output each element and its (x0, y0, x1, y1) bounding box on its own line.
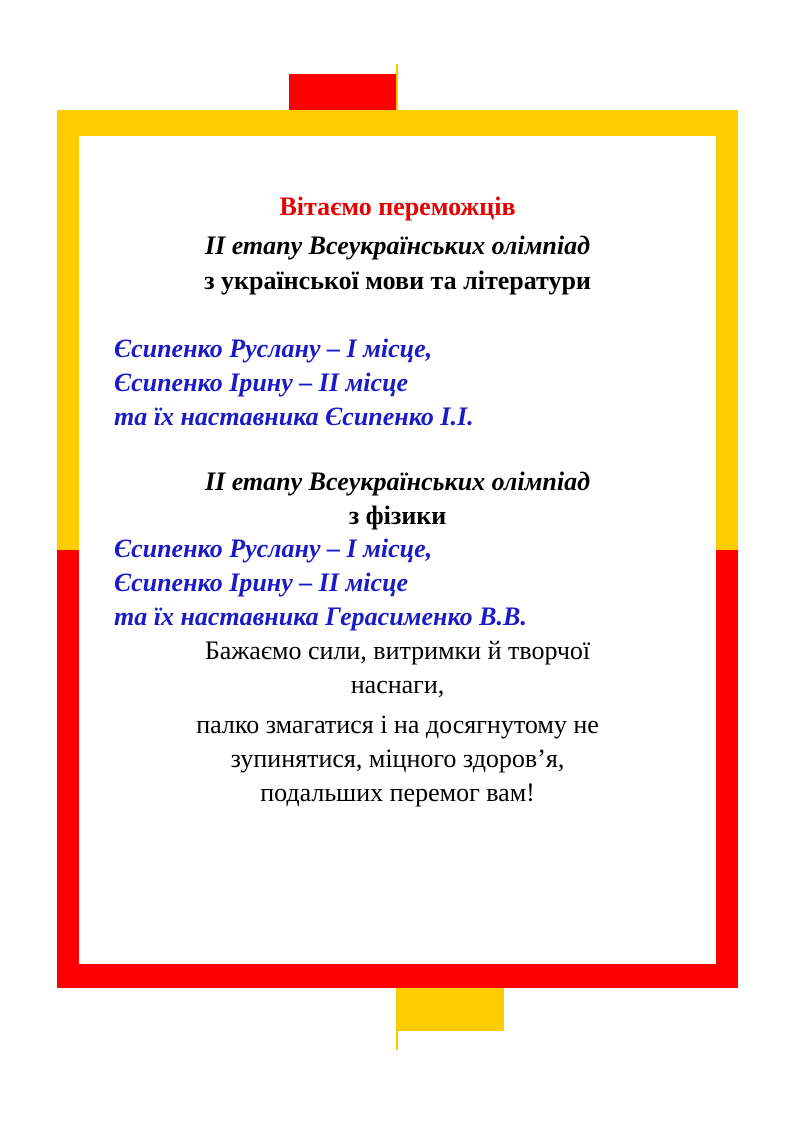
section2-mentor: та їх наставника Герасименко В.В. (114, 602, 527, 631)
section1-winner-2: Єсипенко Ірину – ІІ місце (114, 368, 409, 397)
bottom-yellow-tick (396, 988, 398, 1050)
section2-subject: з фізики (348, 501, 447, 530)
section2-winner-1: Єсипенко Руслану – І місце, (114, 534, 433, 563)
page-heading: Вітаємо переможців (279, 192, 516, 221)
section1-stage: ІІ етапу Всеукраїнських олімпіад (205, 231, 590, 260)
section1-subject: з української мови та літератури (204, 266, 591, 295)
section1-mentor: та їх наставника Єсипенко І.І. (114, 402, 474, 431)
wish-line-5: подальших перемог вам! (260, 778, 535, 807)
bottom-yellow-tab (397, 988, 504, 1031)
wish-line-4: зупинятися, міцного здоров’я, (230, 744, 565, 773)
top-yellow-tick (396, 64, 398, 110)
section1-winner-1: Єсипенко Руслану – І місце, (114, 334, 433, 363)
top-red-tab (289, 74, 396, 110)
wish-line-3: палко змагатися і на досягнутому не (196, 710, 599, 739)
section2-stage: ІІ етапу Всеукраїнських олімпіад (205, 467, 590, 496)
wish-line-1: Бажаємо сили, витримки й творчої (204, 636, 591, 665)
wish-line-2: наснаги, (350, 670, 445, 699)
section2-winner-2: Єсипенко Ірину – ІІ місце (114, 568, 409, 597)
